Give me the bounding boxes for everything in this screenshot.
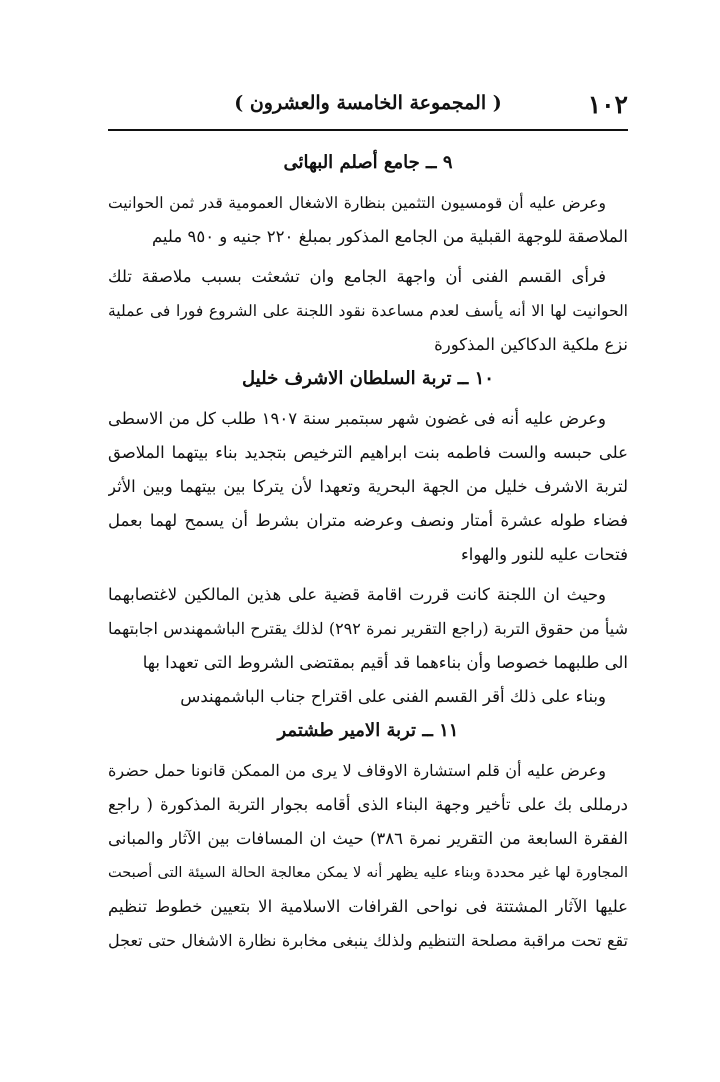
text-line: عليها الآثار المشتتة فى نواحى القرافات الاسلامية الا بتعيين خطوط تنظيم bbox=[108, 897, 628, 916]
text-line: وبناء على ذلك أقر القسم الفنى على اقتراح جناب الباشمهندس bbox=[180, 687, 606, 706]
text-line: فضاء طوله عشرة أمتار ونصف وعرضه متران بشرط أن يسمح لهما بعمل bbox=[108, 511, 628, 530]
text-line: وعرض عليه أنه فى غضون شهر سبتمبر سنة ١٩٠٧ طلب كل من الاسطى bbox=[108, 409, 606, 428]
header-rule bbox=[108, 129, 628, 131]
text-line: وحيث ان اللجنة كانت قررت اقامة قضية على هذين المالكين لاغتصابهما bbox=[108, 585, 606, 604]
text-line: الى طلبهما خصوصا وأن بناءهما قد أقيم بمقتضى الشروط التى تعهدا بها bbox=[142, 653, 628, 672]
text-line: الفقرة السابعة من التقرير نمرة ٣٨٦) حيث ان المسافات بين الآثار والمبانى bbox=[108, 829, 628, 848]
text-line: لتربة الاشرف خليل من الجهة البحرية وتعهدا لأن يتركا بين بيتهما وبين الأثر bbox=[108, 477, 628, 496]
text-line: فرأى القسم الفنى أن واجهة الجامع وان تشعثت بسبب ملاصقة تلك bbox=[108, 267, 606, 286]
text-line: الحوانيت لها الا أنه يأسف لعدم مساعدة نقود اللجنة على الشروع فورا فى عملية bbox=[108, 302, 628, 320]
text-line: درمللى بك على تأخير وجهة البناء الذى أقامه بجوار التربة المذكورة ( راجع bbox=[108, 795, 628, 814]
page-number: ١٠٢ bbox=[587, 90, 628, 119]
page-header bbox=[108, 88, 628, 124]
text-line: المجاورة لها غير محددة وبناء عليه يظهر أنه لا يمكن معالجة الحالة السيئة التى أصبحت bbox=[108, 865, 628, 881]
section-heading: ١١ ــ تربة الامير طشتمر bbox=[277, 720, 459, 741]
text-line: وعرض عليه أن قومسيون التثمين بنظارة الاشغال العمومية قدر ثمن الحوانيت bbox=[108, 194, 606, 212]
running-title: ( المجموعة الخامسة والعشرون ) bbox=[234, 92, 502, 114]
page-body bbox=[108, 146, 628, 958]
text-line: الملاصقة للوجهة القبلية من الجامع المذكور بمبلغ ٢٢٠ جنيه و ٩٥٠ مليم bbox=[151, 227, 628, 246]
text-line: نزع ملكية الدكاكين المذكورة bbox=[434, 335, 628, 354]
text-line: فتحات عليه للنور والهواء bbox=[461, 545, 628, 564]
text-line: وعرض عليه أن قلم استشارة الاوقاف لا يرى من الممكن قانونا حمل حضرة bbox=[108, 761, 606, 780]
section-heading: ١٠ ــ تربة السلطان الاشرف خليل bbox=[242, 368, 494, 389]
text-line: على حبسه والست فاطمه بنت ابراهيم الترخيص بتجديد بناء بيتهما الملاصق bbox=[108, 443, 628, 462]
text-line: تقع تحت مراقبة مصلحة التنظيم ولذلك ينبغى مخابرة نظارة الاشغال حتى تعجل bbox=[108, 931, 628, 950]
text-line: شيأ من حقوق التربة (راجع التقرير نمرة ٢٩٢) لذلك يقترح الباشمهندس اجابتهما bbox=[108, 619, 628, 638]
section-heading: ٩ ــ جامع أصلم البهائى bbox=[283, 152, 453, 173]
